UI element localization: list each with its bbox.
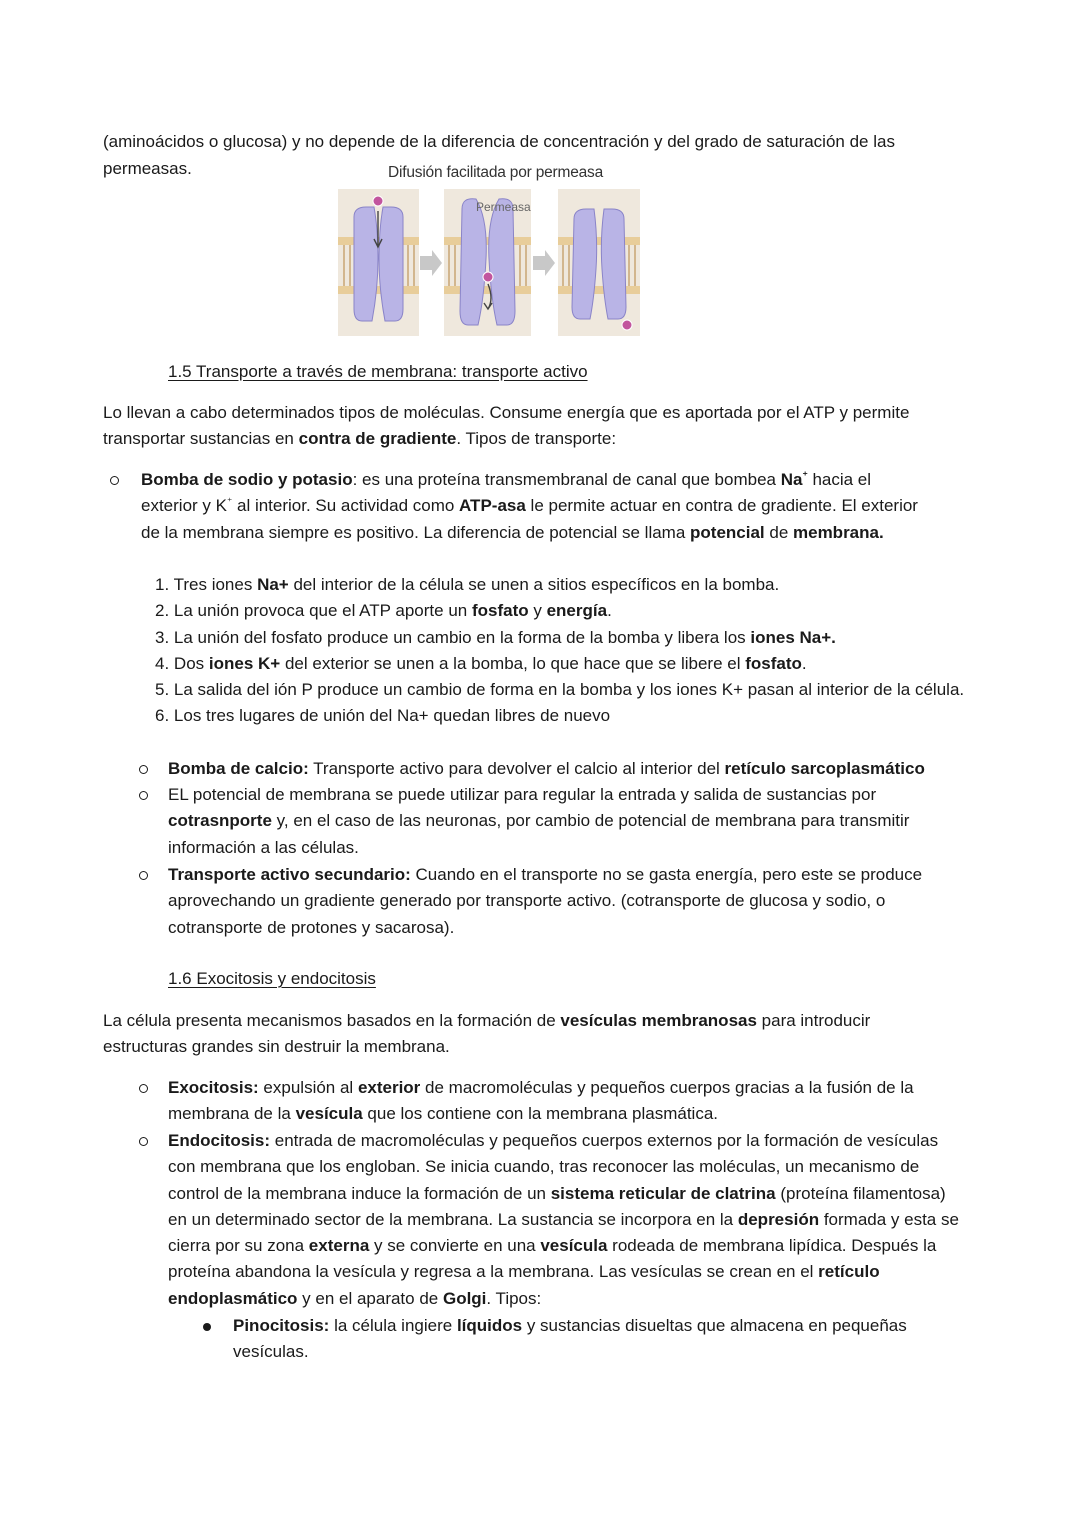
permease-label: Permeasa [476, 200, 531, 214]
list-item: 5. La salida del ión P produce un cambio de forma en la bomba y los iones K+ pasan al interior de la célula. [155, 680, 965, 700]
pump-steps-list [155, 572, 965, 730]
intro-line-1: (aminoácidos o glucosa) y no depende de la diferencia de concentración y del grado de saturación de las [103, 132, 895, 151]
bullet-circle-icon [139, 871, 148, 880]
membrane-illustration-3 [558, 189, 640, 336]
list-item-bomba-calcio: Bomba de calcio: Transporte activo para devolver el calcio al interior del retículo sarcoplasmático [168, 756, 978, 782]
list-item-pinocitosis: Pinocitosis: la célula ingiere líquidos y sustancias disueltas que almacena en pequeñas vesículas. [233, 1313, 953, 1366]
arrow-icon [420, 250, 442, 276]
arrow-icon [533, 250, 555, 276]
section-heading-1-6: 1.6 Exocitosis y endocitosis [168, 969, 376, 988]
list-item-endocitosis: Endocitosis: entrada de macromoléculas y pequeños cuerpos externos por la formación de vesículas con membrana que los engloban. Se inicia cuando, tras reconocer las moléculas, un mecanismo de control de la membrana induce la formación de un sistema reticular de clatrina (proteína filamentosa) en un determinado sector de la membrana. La sustancia se incorpora en la depresión formada y esta se cierra por su zona externa y se convierte en una vesícula rodeada de membrana lipídica. Después la proteína abandona la vesícula y regresa a la membrana. Las vesículas se crean en el retículo endoplasmático y en el aparato de Golgi. Tipos: [168, 1128, 968, 1312]
list-item: 3. La unión del fosfato produce un cambio en la forma de la bomba y libera los iones Na+. [155, 627, 836, 647]
list-item: 2. La unión provoca que el ATP aporte un fosfato y energía. [155, 601, 612, 621]
bullet-circle-icon [139, 765, 148, 774]
figure-panel-3 [558, 189, 640, 336]
membrane-illustration-1 [338, 189, 419, 336]
list-item-secundario: Transporte activo secundario: Cuando en el transporte no se gasta energía, pero este se produce aprovechando un gradiente generado por transporte activo. (cotransporte de glucosa y sodio, o cotransporte de protones y sacarosa). [168, 862, 968, 941]
figure-panel-1 [338, 189, 419, 336]
list-item: 4. Dos iones K+ del exterior se unen a la bomba, lo que hace que se libere el fosfato. [155, 653, 807, 673]
list-item-bomba-sodio-potasio: Bomba de sodio y potasio: es una proteína transmembranal de canal que bombea Na⁺ hacia el exterior y K⁺ al interior. Su actividad como ATP-asa le permite actuar en contra de gradiente. El exterior de la membrana siempre es positivo. La diferencia de potencial se llama potencial de membrana. [141, 467, 931, 546]
bullet-circle-icon [139, 1084, 148, 1093]
list-item: 6. Los tres lugares de unión del Na+ quedan libres de nuevo [155, 706, 611, 726]
bullet-circle-icon [110, 476, 119, 485]
bullet-circle-icon [139, 1137, 148, 1146]
section-1-6-intro: La célula presenta mecanismos basados en la formación de vesículas membranosas para introducir estructuras grandes sin destruir la membrana. [103, 1011, 871, 1057]
bullet-dot-icon [203, 1323, 211, 1331]
list-item: 1. Tres iones Na+ del interior de la célula se unen a sitios específicos en la bomba. [155, 575, 780, 594]
list-item-potencial: EL potencial de membrana se puede utilizar para regular la entrada y salida de sustancias por cotrasnporte y, en el caso de las neuronas, por cambio de potencial de membrana para transmitir información a las células. [168, 782, 968, 861]
figure-title: Difusión facilitada por permeasa [388, 164, 604, 181]
list-item-exocitosis: Exocitosis: expulsión al exterior de macromoléculas y pequeños cuerpos gracias a la fusión de la membrana de la vesícula que los contiene con la membrana plasmática. [168, 1075, 963, 1128]
section-heading-1-5: 1.5 Transporte a través de membrana: transporte activo [168, 362, 588, 381]
intro-line-2: permeasas. [103, 159, 192, 178]
bullet-circle-icon [139, 791, 148, 800]
section-1-5-intro: Lo llevan a cabo determinados tipos de moléculas. Consume energía que es aportada por el ATP y permite transportar sustancias en contra de gradiente. Tipos de transporte: [103, 403, 910, 449]
